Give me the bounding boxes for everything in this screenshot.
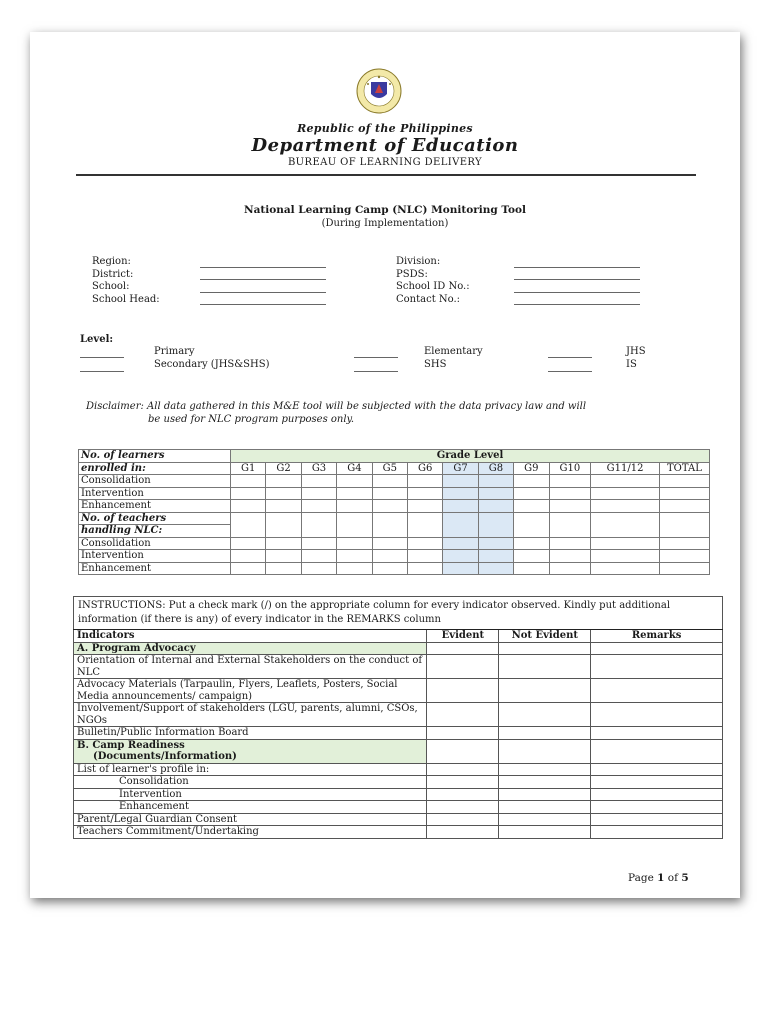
district-field[interactable] bbox=[200, 279, 326, 280]
table-row bbox=[79, 500, 710, 513]
row-label: Enhancement bbox=[79, 500, 231, 513]
table-row bbox=[79, 475, 710, 488]
row-label: Enhancement bbox=[79, 562, 231, 575]
indicator-text: Enhancement bbox=[74, 801, 427, 814]
table-row bbox=[74, 813, 723, 826]
table-row bbox=[74, 679, 723, 703]
level-secondary: Secondary (JHS&SHS) bbox=[154, 359, 270, 370]
grade-g2: G2 bbox=[266, 462, 301, 475]
grade-g7: G7 bbox=[443, 462, 478, 475]
info-labels-left bbox=[92, 256, 160, 306]
learners-header-2: enrolled in: bbox=[79, 462, 231, 475]
indicator-text: Intervention bbox=[74, 788, 427, 801]
section-b-line-2: (Documents/Information) bbox=[93, 751, 237, 762]
col-remarks: Remarks bbox=[591, 630, 723, 643]
col-evident: Evident bbox=[427, 630, 499, 643]
school-head-label: School Head: bbox=[92, 293, 160, 305]
section-a-title: A. Program Advocacy bbox=[74, 642, 427, 655]
document-page bbox=[30, 32, 740, 898]
row-label: Intervention bbox=[79, 550, 231, 563]
indicators-header-row bbox=[74, 630, 723, 643]
indicator-text: Parent/Legal Guardian Consent bbox=[74, 813, 427, 826]
school-field[interactable] bbox=[200, 292, 326, 293]
division-field[interactable] bbox=[514, 267, 640, 268]
district-label: District: bbox=[92, 268, 134, 280]
instructions-text: INSTRUCTIONS: Put a check mark (/) on the appropriate column for every indicator observed. Kindly put additional information (if there is any) of every indicator in the REMARKS column bbox=[74, 597, 723, 630]
col-indicators: Indicators bbox=[74, 630, 427, 643]
indicator-text: Advocacy Materials (Tarpaulin, Flyers, Leaflets, Posters, Social Media announcements/ campaign) bbox=[74, 679, 427, 703]
department-heading: Department of Education bbox=[251, 135, 519, 156]
teachers-header-2: handling NLC: bbox=[79, 525, 231, 538]
col-not-evident: Not Evident bbox=[499, 630, 591, 643]
level-shs: SHS bbox=[424, 359, 447, 370]
grade-g5: G5 bbox=[372, 462, 407, 475]
school-id-field[interactable] bbox=[514, 292, 640, 293]
psds-label: PSDS: bbox=[396, 268, 428, 280]
grade-g6: G6 bbox=[407, 462, 442, 475]
primary-check-line[interactable] bbox=[80, 357, 124, 358]
page-middle: of bbox=[664, 872, 682, 884]
school-label: School: bbox=[92, 281, 130, 292]
level-label: Level: bbox=[80, 334, 114, 345]
table-row bbox=[74, 763, 723, 776]
is-check-line[interactable] bbox=[548, 371, 592, 372]
level-primary: Primary bbox=[154, 346, 195, 357]
document-title: National Learning Camp (NLC) Monitoring Tool bbox=[243, 204, 527, 216]
teachers-header-row bbox=[79, 512, 710, 525]
row-label: Consolidation bbox=[79, 475, 231, 488]
section-row bbox=[74, 739, 723, 763]
page-prefix: Page bbox=[628, 872, 658, 884]
instructions-row bbox=[74, 597, 723, 630]
learners-header-row bbox=[79, 450, 710, 463]
shs-check-line[interactable] bbox=[354, 371, 398, 372]
indicator-text: Teachers Commitment/Undertaking bbox=[74, 826, 427, 839]
document-subtitle: (During Implementation) bbox=[321, 218, 449, 229]
grade-g10: G10 bbox=[549, 462, 591, 475]
learners-header-1: No. of learners bbox=[79, 450, 231, 463]
bureau-heading: BUREAU OF LEARNING DELIVERY bbox=[287, 157, 483, 168]
grade-g11-12: G11/12 bbox=[591, 462, 660, 475]
table-row bbox=[74, 801, 723, 814]
indicator-text: Orientation of Internal and External Stakeholders on the conduct of NLC bbox=[74, 655, 427, 679]
level-jhs: JHS bbox=[626, 346, 646, 357]
level-is: IS bbox=[626, 359, 637, 370]
page-number bbox=[628, 872, 689, 884]
contact-label: Contact No.: bbox=[396, 293, 461, 305]
secondary-check-line[interactable] bbox=[80, 371, 124, 372]
region-label: Region: bbox=[92, 256, 131, 267]
grades-row bbox=[79, 462, 710, 475]
section-row bbox=[74, 642, 723, 655]
indicator-text: Bulletin/Public Information Board bbox=[74, 727, 427, 740]
republic-heading: Republic of the Philippines bbox=[297, 122, 473, 135]
grade-g3: G3 bbox=[301, 462, 336, 475]
psds-field[interactable] bbox=[514, 279, 640, 280]
grade-g1: G1 bbox=[231, 462, 266, 475]
section-b-line-1: B. Camp Readiness bbox=[77, 739, 185, 751]
deped-seal-icon bbox=[356, 68, 402, 114]
indicator-text: List of learner's profile in: bbox=[74, 763, 427, 776]
section-b-title bbox=[74, 739, 427, 763]
disclaimer bbox=[86, 400, 706, 426]
page-total: 5 bbox=[681, 872, 689, 884]
learners-table bbox=[78, 449, 710, 575]
table-row bbox=[74, 655, 723, 679]
row-label: Consolidation bbox=[79, 537, 231, 550]
grade-total: TOTAL bbox=[659, 462, 709, 475]
grade-g4: G4 bbox=[337, 462, 372, 475]
grade-g9: G9 bbox=[514, 462, 549, 475]
indicator-text: Involvement/Support of stakeholders (LGU, parents, alumni, CSOs, NGOs bbox=[74, 703, 427, 727]
level-elementary: Elementary bbox=[424, 346, 483, 357]
contact-field[interactable] bbox=[514, 304, 640, 305]
table-row bbox=[79, 487, 710, 500]
header-divider bbox=[76, 174, 696, 176]
table-row bbox=[74, 826, 723, 839]
page-current: 1 bbox=[657, 872, 665, 884]
jhs-check-line[interactable] bbox=[548, 357, 592, 358]
table-row bbox=[79, 550, 710, 563]
elementary-check-line[interactable] bbox=[354, 357, 398, 358]
disclaimer-line-1: Disclaimer: All data gathered in this M&E tool will be subjected with the data privacy law and will bbox=[86, 401, 587, 412]
table-row bbox=[74, 788, 723, 801]
grade-g8: G8 bbox=[478, 462, 513, 475]
disclaimer-line-2: be used for NLC program purposes only. bbox=[148, 414, 355, 425]
teachers-header-1: No. of teachers bbox=[79, 512, 231, 525]
region-field[interactable] bbox=[200, 267, 326, 268]
table-row bbox=[74, 727, 723, 740]
indicator-text: Consolidation bbox=[74, 776, 427, 789]
table-row bbox=[79, 537, 710, 550]
indicators-table bbox=[73, 596, 723, 839]
row-label: Intervention bbox=[79, 487, 231, 500]
school-head-field[interactable] bbox=[200, 304, 326, 305]
school-id-label: School ID No.: bbox=[396, 281, 470, 292]
division-label: Division: bbox=[396, 256, 441, 267]
table-row bbox=[79, 562, 710, 575]
table-row bbox=[74, 776, 723, 789]
grade-level-header: Grade Level bbox=[231, 450, 710, 463]
info-labels-right bbox=[396, 256, 470, 306]
table-row bbox=[74, 703, 723, 727]
